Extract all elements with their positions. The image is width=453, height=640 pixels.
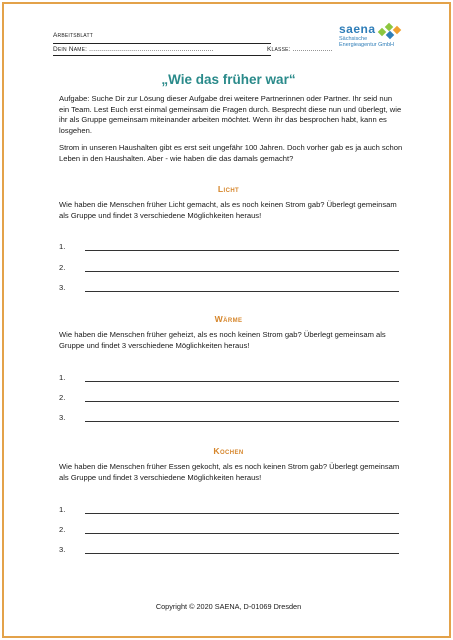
answer-line[interactable] (85, 533, 399, 534)
logo-wordmark: saena (339, 22, 376, 36)
answer-number: 2. (59, 525, 66, 534)
section-heading-waerme: Wärme (214, 314, 243, 324)
logo-squares-icon (375, 21, 405, 41)
answer-line[interactable] (85, 381, 399, 382)
answer-number: 2. (59, 393, 66, 402)
answer-number: 1. (59, 373, 66, 382)
answer-number: 2. (59, 263, 66, 272)
answer-line[interactable] (85, 291, 399, 292)
name-field[interactable]: Dein Name: .............................................................. (53, 46, 214, 53)
answer-line[interactable] (85, 250, 399, 251)
answer-line[interactable] (85, 553, 399, 554)
header-divider-bottom (53, 55, 271, 56)
page-title: „Wie das früher war“ (161, 72, 296, 87)
answer-number: 1. (59, 242, 66, 251)
class-field[interactable]: Klasse: .................... (267, 46, 333, 53)
section-heading-licht: Licht (217, 184, 240, 194)
answer-number: 3. (59, 545, 66, 554)
answer-line[interactable] (85, 271, 399, 272)
answer-number: 1. (59, 505, 66, 514)
section-question-licht: Wie haben die Menschen früher Licht gemacht, als es noch keinen Strom gab? Überlegt gemeinsam als Gruppe und findet 3 verschiedene Möglichkeiten heraus! (59, 200, 397, 220)
answer-line[interactable] (85, 401, 399, 402)
section-question-kochen: Wie haben die Menschen früher Essen gekocht, als es noch keinen Strom gab? Überlegt gemeinsam als Gruppe und findet 3 verschiedene Möglichkeiten heraus! (59, 462, 400, 482)
answer-line[interactable] (85, 513, 399, 514)
section-question-waerme: Wie haben die Menschen früher geheizt, als es noch keinen Strom gab? Überlegt gemeinsam als Gruppe und findet 3 verschiedene Möglichkeiten heraus! (59, 330, 386, 350)
section-heading-kochen: Kochen (213, 446, 244, 456)
logo-line-2: Energieagentur GmbH (339, 42, 395, 48)
worksheet-label: Arbeitsblatt (53, 32, 93, 39)
copyright-footer: Copyright © 2020 SAENA, D-01069 Dresden (155, 602, 302, 611)
answer-line[interactable] (85, 421, 399, 422)
worksheet-page (2, 2, 451, 638)
answer-number: 3. (59, 283, 66, 292)
saena-logo (339, 21, 407, 53)
header-divider (53, 43, 271, 44)
answer-number: 3. (59, 413, 66, 422)
context-paragraph: Strom in unseren Haushalten gibt es erst seit ungefähr 100 Jahren. Doch vorher gab es ja auch schon Leben in den Haushalten. Aber - wie haben die das damals gemacht? (59, 143, 403, 163)
logo-line-1: Sächsische (339, 36, 368, 42)
task-instructions: Aufgabe: Suche Dir zur Lösung dieser Aufgabe drei weitere Partnerinnen oder Partner. Ihr seid nun ein Team. Lest Euch erst einmal gemeinsam die Fragen durch. Besprecht diese nun und überlegt, wie ihr als Gruppe gemeinsam miteinander arbeiten möchtet. Wenn ihr das besprochen habt, kann es losgehen. (59, 94, 402, 135)
